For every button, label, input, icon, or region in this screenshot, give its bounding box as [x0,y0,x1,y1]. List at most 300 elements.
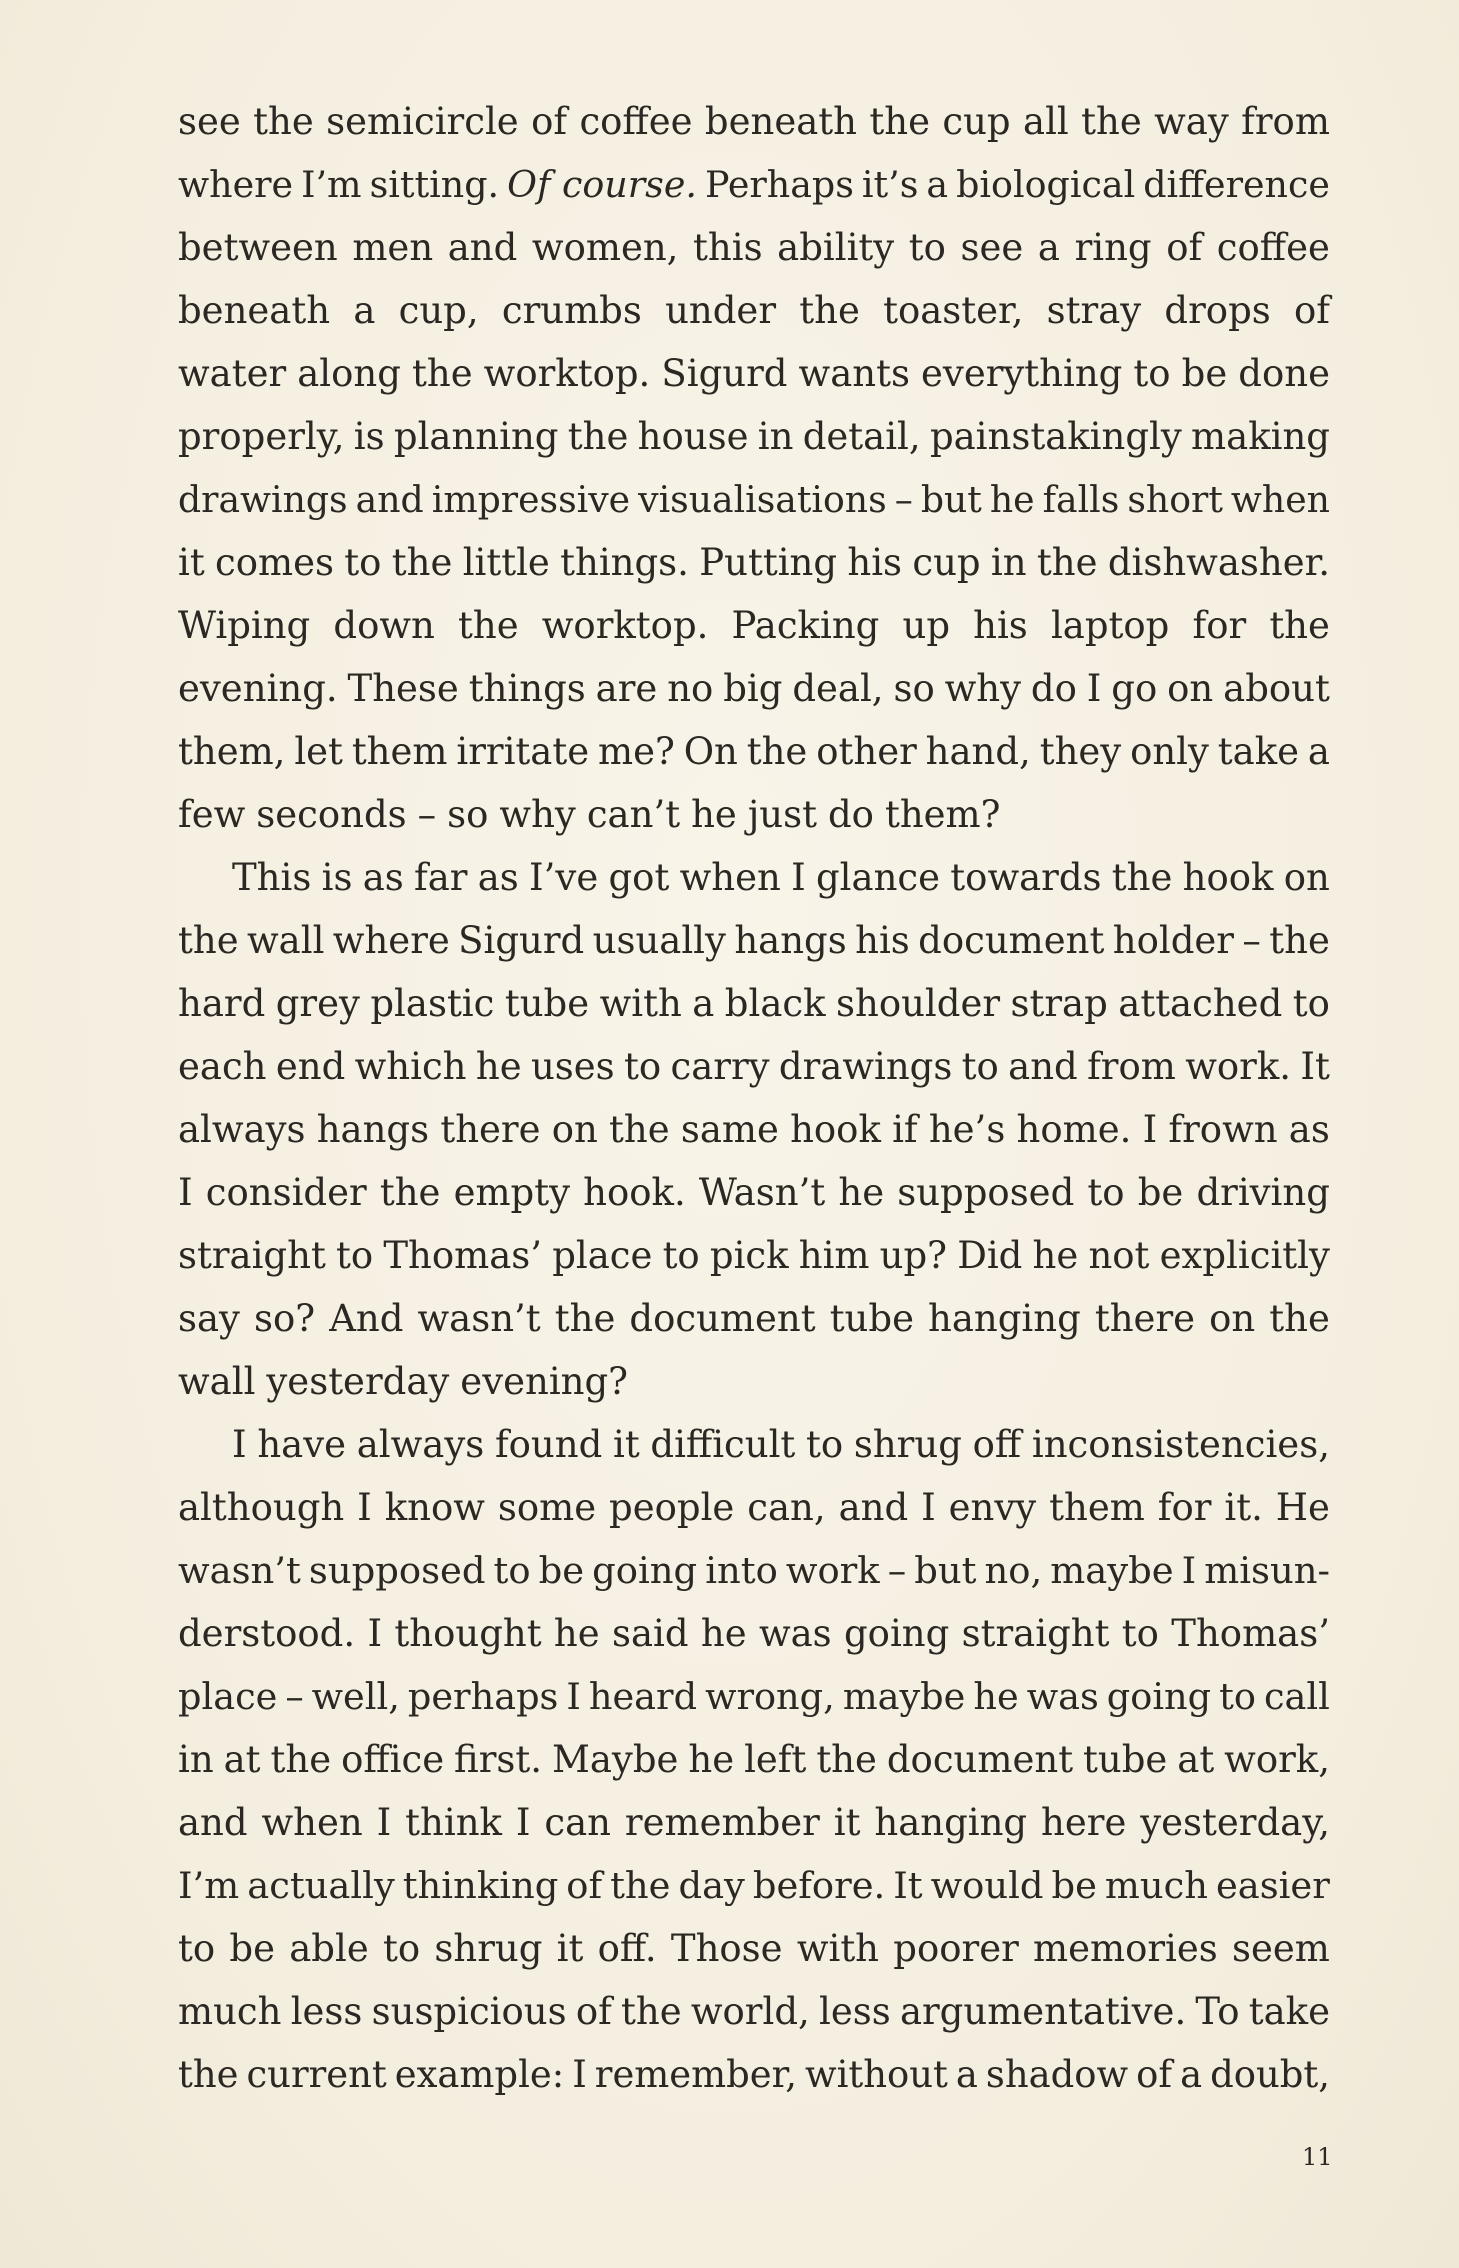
word: under [665,289,777,332]
word: on [1167,667,1214,710]
text-line [178,783,1330,846]
word: left [744,1738,807,1781]
word: he [691,793,737,836]
word: his [847,541,903,584]
word: I’m [301,163,362,206]
word: wasn’t [417,1297,541,1340]
text-line [178,468,1330,531]
word: hook [790,1108,881,1151]
word: toaster, [883,289,1024,332]
word: always [356,1423,485,1466]
word: there [440,1108,541,1151]
word: yesterday, [1140,1801,1330,1844]
word: between [178,226,338,269]
word: women, [531,226,679,269]
word: Putting [699,541,838,584]
word: Wiping [178,604,311,647]
word: he [688,1738,735,1781]
word: world, [690,1990,810,2033]
word: crumbs [501,289,642,332]
word: before. [752,1864,886,1907]
word: poorer [893,1927,1019,1970]
word: driving [1196,1171,1330,1214]
word: he [700,1612,747,1655]
word: people [609,1486,735,1529]
word: perhaps [407,1675,559,1718]
word: Thomas’ [383,1234,543,1277]
word: always [178,1108,306,1151]
word: would [930,1864,1044,1907]
word: cup [942,100,1011,143]
word: his [855,919,910,962]
word: Those [670,1927,783,1970]
word: visualisations [638,478,887,521]
word: grey [275,982,360,1025]
word: them? [884,793,1001,836]
word: It [893,1864,923,1907]
word: a [353,289,376,332]
word: cup, [398,289,479,332]
word: a [1180,2053,1203,2096]
word: his [973,604,1028,647]
word: where [332,919,450,962]
text-line [178,657,1330,720]
word: of [1136,2053,1173,2096]
text-line [178,1665,1330,1728]
word: to [1133,352,1171,395]
word: water [178,352,287,395]
word: drawings [778,1045,953,1088]
word: work [785,1549,880,1592]
word: evening? [460,1360,629,1403]
word: shoulder [836,982,1001,1025]
word: document [886,1738,1074,1781]
word: to [1087,1171,1125,1214]
word: up [902,604,950,647]
word: on [1209,1297,1256,1340]
word: the [1269,604,1330,647]
word: Maybe [551,1738,679,1781]
word: place [178,1675,278,1718]
word: remember [624,1801,820,1844]
word: argumentative. [899,1990,1187,2033]
word: cup [912,541,981,584]
word: wants [798,352,910,395]
word: and [178,1801,248,1844]
word: into [705,1549,778,1592]
word: seem [1232,1927,1330,1970]
word: it. [1224,1486,1263,1529]
word: I [1181,1549,1197,1592]
word: – [1242,919,1261,962]
word: as [1288,1108,1330,1151]
word: much [178,1990,282,2033]
word: on [551,1108,598,1151]
word: see [960,226,1024,269]
word: going [844,1612,950,1655]
word: let [294,730,343,773]
word: evening. [178,667,338,710]
word: plastic [370,982,495,1025]
word: towards [950,856,1102,899]
word: frown [1168,1108,1278,1151]
text-line [178,1854,1330,1917]
word: Sigurd [661,352,788,395]
text-line [178,1035,1330,1098]
word: so [893,667,935,710]
word: laptop [1050,604,1170,647]
word: house [637,415,749,458]
word: drops [1164,289,1271,332]
text-line [178,342,1330,405]
text-line [178,1098,1330,1161]
word: deal, [792,667,884,710]
word: and [355,478,424,521]
word: other [816,730,917,773]
word: maybe [1050,1549,1174,1592]
word: well, [311,1675,400,1718]
text-line [178,1350,1330,1413]
text-line [178,1917,1330,1980]
word: as [362,856,404,899]
word: yesterday [266,1360,450,1403]
word: straight [961,1612,1110,1655]
word: can, [747,1486,826,1529]
word: little [462,541,550,584]
word: much [1104,1864,1208,1907]
word: with [796,1927,880,1970]
word: sitting. [369,163,500,206]
word: irritate [456,730,590,773]
word: be [538,1549,585,1592]
text-line [178,1980,1330,2043]
word: as [477,856,519,899]
word: thought [394,1612,542,1655]
word: to [1292,982,1330,1025]
word: of [1166,226,1203,269]
word: wasn’t [178,1549,301,1592]
text-line [178,1161,1330,1224]
word: to [1121,1612,1159,1655]
word: planning [393,415,559,458]
word: inconsistencies, [1031,1423,1330,1466]
word: where [178,163,294,206]
word: he’s [928,1108,1006,1151]
word: he [973,1675,1019,1718]
word: I [1086,667,1102,710]
word: take [1217,730,1300,773]
word: I [791,856,806,899]
word: do [827,793,874,836]
word: the [412,352,473,395]
word: not [1088,1234,1150,1277]
word: said [611,1612,689,1655]
word: These [347,667,459,710]
word: and [838,1486,909,1529]
text-line [178,1539,1330,1602]
word: strap [1010,982,1108,1025]
word: usually [592,919,726,962]
word: at [1177,1738,1215,1781]
word: to [336,1234,374,1277]
word: Thomas’ [1171,1612,1330,1655]
word: hand, [925,730,1031,773]
word: got [608,856,670,899]
word: here [1041,1801,1127,1844]
word: I [921,1486,936,1529]
text-line [178,720,1330,783]
word: for [1157,1486,1212,1529]
text-line [178,1602,1330,1665]
word: Sigurd [458,919,585,962]
word: the [270,1738,332,1781]
word: the [1269,919,1330,962]
word: Packing [731,604,880,647]
word: each [178,1045,267,1088]
word: far [414,856,468,899]
text-line [178,153,1330,216]
word: be [1181,352,1228,395]
word: less [819,1990,891,2033]
word: – [894,478,913,521]
word: the [554,1297,616,1340]
text-line [178,1476,1330,1539]
word: actually [247,1864,395,1907]
word: hangs [316,1108,430,1151]
word: I [572,2053,587,2096]
word: attached [1118,982,1283,1025]
word: – [417,793,437,836]
word: know [384,1486,485,1529]
word: a [692,982,715,1025]
word: a [926,163,949,206]
word: from [1241,100,1330,143]
word: the [178,919,239,962]
word: I [1142,1108,1158,1151]
word: hanging [874,1801,1028,1844]
word: short [1127,478,1223,521]
word: is [353,415,385,458]
word: wrong, [705,1675,835,1718]
text-line [178,279,1330,342]
word: the [610,1864,671,1907]
word: the [1111,856,1173,899]
word: of [1293,289,1330,332]
word: men [352,226,434,269]
word: few [178,793,246,836]
word: ability [777,226,895,269]
word: them [1049,1486,1145,1529]
word: empty [453,1171,571,1214]
word: they [1039,730,1122,773]
word: in [990,541,1027,584]
word: This [232,856,312,899]
word: office [341,1738,445,1781]
word: suspicious [371,1990,567,2033]
word: day [678,1864,745,1907]
word: biological [956,163,1136,206]
word: think [405,1801,502,1844]
word: misun- [1204,1549,1330,1592]
word: current [246,2053,387,2096]
word: to [961,1045,999,1088]
word: memories [1033,1927,1218,1970]
word: coffee [1216,226,1330,269]
word: worktop. [541,604,709,647]
word: the [379,1171,441,1214]
word: just [747,793,817,836]
word: he [989,478,1035,521]
word: go [1111,667,1158,710]
word: see [178,100,241,143]
word: things [468,667,586,710]
word: Of course. [507,163,697,206]
word: heard [588,1675,698,1718]
word: to [623,1045,662,1088]
word: the [567,415,629,458]
word: it [178,541,205,584]
word: no [667,667,714,710]
word: Did [957,1234,1023,1277]
word: easier [1215,1864,1330,1907]
word: the [609,1108,670,1151]
word: Wasn’t [698,1171,826,1214]
text-line [178,972,1330,1035]
word: he [838,1171,885,1214]
body-text [178,90,1330,2106]
text-line [178,216,1330,279]
word: the [178,2053,239,2096]
text-line [178,1728,1330,1791]
word: I [357,1486,372,1529]
word: do [1030,667,1077,710]
word: for [1192,604,1247,647]
word: wall [247,919,325,962]
word: same [680,1108,779,1151]
word: pick [709,1234,789,1277]
word: detail, [802,415,921,458]
word: be [229,1927,275,1970]
word: doubt, [1210,2053,1330,2096]
word: was [1026,1675,1099,1718]
word: from [1087,1045,1176,1088]
word: I [178,1171,193,1214]
word: a [1307,730,1330,773]
word: big [723,667,783,710]
word: off [972,1423,1022,1466]
word: it [612,1423,640,1466]
word: be [1137,1171,1184,1214]
word: everything [921,352,1123,395]
word: was [758,1612,832,1655]
word: document [918,919,1105,962]
word: if [892,1108,918,1151]
word: holder [1112,919,1234,962]
word: a [1037,226,1060,269]
word: in [757,415,794,458]
word: to [662,1234,700,1277]
word: place [552,1234,653,1277]
word: It [1300,1045,1330,1088]
word: thinking [402,1864,559,1907]
word: stray [1046,289,1142,332]
word: going [592,1549,698,1592]
text-line [178,1791,1330,1854]
word: why [499,793,576,836]
word: he [475,1045,522,1088]
word: I [566,1675,581,1718]
word: black [724,982,826,1025]
word: seconds [256,793,407,836]
word: shadow [985,2053,1129,2096]
word: it’s [861,163,919,206]
word: found [494,1423,603,1466]
word: it [556,1927,584,1970]
word: I [515,1801,531,1844]
word: – [285,1675,304,1718]
word: drawings [178,478,348,521]
word: coffee [579,100,693,143]
word: when [679,856,781,899]
word: with [599,982,682,1025]
word: impressive [431,478,631,521]
text-line [178,846,1330,909]
word: a [955,2053,978,2096]
word: dishwasher. [1107,541,1330,584]
word: consider [205,1171,367,1214]
text-line [178,90,1330,153]
word: no, [984,1549,1043,1592]
word: He [1275,1486,1330,1529]
word: there [1094,1297,1196,1340]
word: going [1106,1675,1212,1718]
word: the [869,100,930,143]
word: about [1223,667,1330,710]
word: the [391,541,453,584]
word: work. [1185,1045,1292,1088]
word: to [382,1927,421,1970]
word: to [344,541,382,584]
word: tube [1083,1738,1168,1781]
word: I [367,1612,383,1655]
word: semicircle [326,100,519,143]
word: off. [597,1927,657,1970]
word: beneath [704,100,857,143]
word: the [746,730,808,773]
word: without [805,2053,948,2096]
word: things. [560,541,689,584]
word: although [178,1486,345,1529]
word: difficult [650,1423,796,1466]
word: the [1269,1297,1330,1340]
word: carry [670,1045,770,1088]
word: he [553,1612,600,1655]
word: but [914,1549,977,1592]
word: this [693,226,763,269]
word: and [447,226,518,269]
word: remember, [594,2053,797,2096]
word: the [621,1990,682,2033]
word: On [683,730,738,773]
word: tube [504,982,590,1025]
word: work, [1224,1738,1330,1781]
word: supposed [897,1171,1075,1214]
word: to [493,1549,531,1592]
text-line [178,1287,1330,1350]
word: along [297,352,401,395]
word: hook. [583,1171,686,1214]
word: way [1154,100,1229,143]
